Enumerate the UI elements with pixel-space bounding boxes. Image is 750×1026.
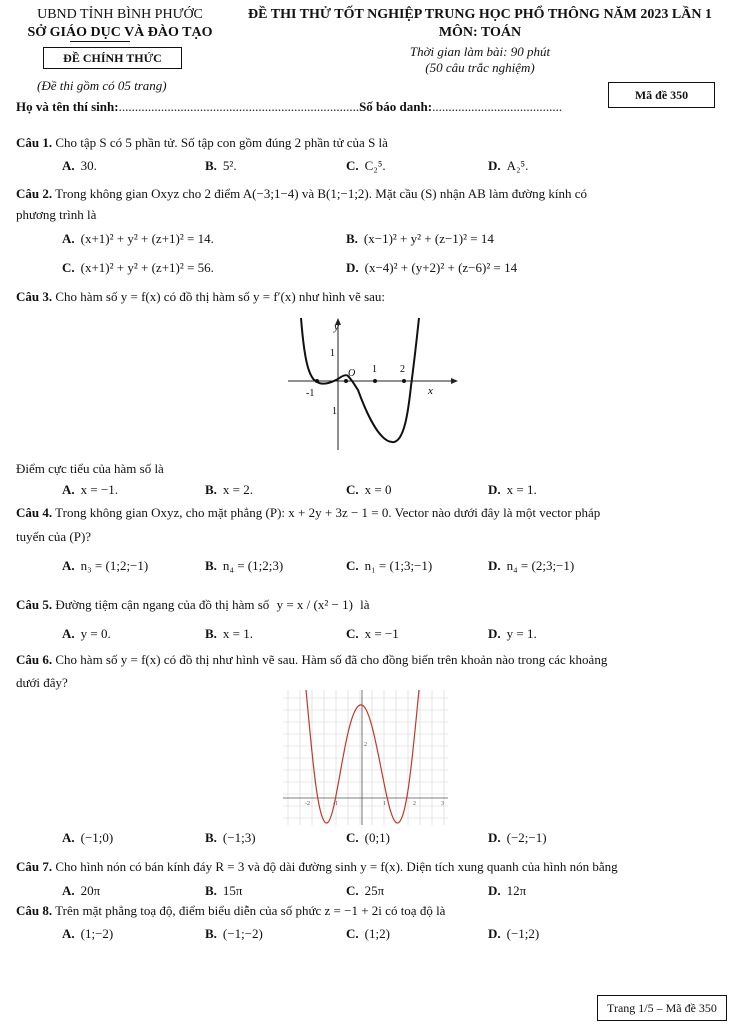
q2-text-cont: phương trình là	[16, 207, 97, 222]
page-footer: Trang 1/5 – Mã đề 350	[597, 995, 727, 1021]
graph2-tick-1: 1	[383, 801, 386, 807]
graph1-tick-x2: 2	[400, 364, 405, 375]
q6-option-c[interactable]: C. (0;1)	[346, 830, 390, 845]
q6-option-a[interactable]: A. (−1;0)	[62, 830, 114, 845]
q3-text-cont: Điểm cực tiểu của hàm số là	[16, 461, 164, 476]
q8-number: Câu 8.	[16, 903, 53, 918]
header-right	[215, 6, 745, 77]
subject: MÔN: TOÁN	[438, 24, 522, 40]
graph1-point-2	[402, 379, 406, 383]
graph1-y-label: y	[334, 321, 339, 333]
graph1-point-neg1	[315, 379, 319, 383]
q5-option-b[interactable]: B. x = 1.	[205, 626, 254, 641]
q6-option-b[interactable]: B. (−1;3)	[205, 830, 256, 845]
q5-formula: y = x / (x² − 1)	[276, 597, 353, 612]
question-5	[16, 597, 716, 613]
q8-option-c[interactable]: C. (1;2)	[346, 926, 390, 941]
q2-option-b[interactable]: B. (x−1)² + y² + (z−1)² = 14	[346, 231, 494, 246]
q2-option-d[interactable]: D. (x−4)² + (y+2)² + (z−6)² = 14	[346, 260, 518, 275]
q1-text: Cho tập S có 5 phần tử. Số tập con gồm đúng 2 phần tử của S là	[55, 135, 388, 150]
graph1-tick-x1: 1	[372, 364, 377, 375]
exam-title: ĐỀ THI THỬ TỐT NGHIỆP TRUNG HỌC PHỔ THÔNG NĂM 2023 LẦN 1	[248, 7, 712, 22]
question-8	[16, 903, 716, 919]
q3-option-a[interactable]: A. x = −1.	[62, 482, 119, 497]
q8-option-a[interactable]: A. (1;−2)	[62, 926, 114, 941]
graph1-point-0	[344, 379, 348, 383]
question-count: (50 câu trắc nghiệm)	[425, 60, 535, 76]
q1-number: Câu 1.	[16, 135, 53, 150]
exam-code-box: Mã đề 350	[608, 82, 715, 108]
question-2	[16, 186, 716, 202]
q2-option-c[interactable]: C. (x+1)² + y² + (z+1)² = 56.	[62, 260, 214, 275]
graph1-origin: O	[348, 368, 356, 379]
q3-number: Câu 3.	[16, 289, 53, 304]
sbd-label: Số báo danh:	[359, 99, 433, 114]
q4-option-b[interactable]: B. n₄ = (1;2;3)	[205, 558, 284, 573]
question-6	[16, 652, 716, 668]
student-name-label: Họ và tên thí sinh:	[16, 99, 119, 114]
q5-option-d[interactable]: D. y = 1.	[488, 626, 537, 641]
q7-number: Câu 7.	[16, 859, 53, 874]
q6-option-d[interactable]: D. (−2;−1)	[488, 830, 547, 845]
question-7	[16, 859, 716, 875]
q6-text: Cho hàm số y = f(x) có đồ thị như hình vẽ sau. Hàm số đã cho đồng biến trên khoản nào trong các khoảng	[55, 652, 608, 667]
q7-option-a[interactable]: A. 20π	[62, 883, 101, 898]
q6-number: Câu 6.	[16, 652, 53, 667]
q8-option-b[interactable]: B. (−1;−2)	[205, 926, 263, 941]
question-1	[16, 135, 716, 151]
q3-text: Cho hàm số y = f(x) có đồ thị hàm số y = f′(x) như hình vẽ sau:	[55, 289, 386, 304]
q7-option-c[interactable]: C. 25π	[346, 883, 385, 898]
graph2-tick-2: 2	[413, 801, 416, 807]
q3-option-b[interactable]: B. x = 2.	[205, 482, 254, 497]
q3-option-d[interactable]: D. x = 1.	[488, 482, 537, 497]
q2-number: Câu 2.	[16, 186, 53, 201]
official-box: ĐỀ CHÍNH THỨC	[43, 47, 182, 69]
graph1-tick-xm1: -1	[306, 388, 315, 399]
graph1-tick-ym1: 1	[332, 406, 337, 417]
graph1-x-arrow	[451, 378, 458, 384]
q5-number: Câu 5.	[16, 597, 53, 612]
graph1-tick-y1: 1	[330, 348, 335, 359]
q4-option-a[interactable]: A. n₃ = (1;2;−1)	[62, 558, 149, 573]
q5-option-c[interactable]: C. x = −1	[346, 626, 399, 641]
header-left	[20, 6, 220, 41]
q8-option-d[interactable]: D. (−1;2)	[488, 926, 540, 941]
q1-option-a[interactable]: A. 30.	[62, 158, 97, 173]
q1-option-c[interactable]: C. C₂⁵.	[346, 158, 386, 173]
q7-option-d[interactable]: D. 12π	[488, 883, 527, 898]
q2-option-a[interactable]: A. (x+1)² + y² + (z+1)² = 14.	[62, 231, 214, 246]
header-underline	[70, 41, 130, 42]
q4-option-c[interactable]: C. n₁ = (1;3;−1)	[346, 558, 433, 573]
q4-number: Câu 4.	[16, 505, 53, 520]
function-graph	[283, 690, 448, 825]
q5-text: Đường tiệm cận ngang của đồ thị hàm số	[55, 597, 270, 612]
exam-time: Thời gian làm bài: 90 phút	[409, 44, 551, 59]
q4-option-d[interactable]: D. n₄ = (2;3;−1)	[488, 558, 575, 573]
question-4	[16, 505, 716, 521]
q5-option-a[interactable]: A. y = 0.	[62, 626, 111, 641]
q7-text: Cho hình nón có bán kính đáy R = 3 và độ dài đường sinh y = f(x). Diện tích xung quanh của hình nón bằng	[55, 859, 618, 874]
q5-tail: là	[360, 597, 370, 612]
q2-text: Trong không gian Oxyz cho 2 điểm A(−3;1−4) và B(1;−1;2). Mặt cầu (S) nhận AB làm đường kính có	[55, 186, 588, 201]
graph2-tick-m1: -1	[333, 801, 338, 807]
q4-text-cont: tuyến của (P)?	[16, 529, 92, 544]
student-name-dots: ..........................................................................	[118, 99, 360, 114]
question-3	[16, 289, 716, 305]
q4-text: Trong không gian Oxyz, cho mặt phẳng (P): x + 2y + 3z − 1 = 0. Vector nào dưới đây là một vector pháp	[55, 505, 601, 520]
sbd-dots: ........................................	[432, 99, 563, 114]
graph1-x-label: x	[428, 385, 433, 397]
q1-option-d[interactable]: D. A₂⁵.	[488, 158, 529, 173]
graph1-point-1	[373, 379, 377, 383]
q8-text: Trên mặt phẳng toạ độ, điểm biểu diễn của số phức z = −1 + 2i có toạ độ là	[55, 903, 446, 918]
q6-text-cont: dưới đây?	[16, 675, 68, 690]
graph2-tick-m2: -2	[305, 801, 310, 807]
pages-note: (Đề thi gồm có 05 trang)	[37, 78, 167, 93]
student-info	[16, 99, 562, 115]
org-line2: SỞ GIÁO DỤC VÀ ĐÀO TẠO	[27, 24, 213, 40]
org-line1: UBND TỈNH BÌNH PHƯỚC	[37, 7, 203, 22]
derivative-graph	[280, 316, 460, 452]
q7-option-b[interactable]: B. 15π	[205, 883, 243, 898]
q1-option-b[interactable]: B. 5².	[205, 158, 237, 173]
q3-option-c[interactable]: C. x = 0	[346, 482, 392, 497]
graph2-tick-3: 3	[441, 801, 444, 807]
graph2-tick-y2: 2	[364, 742, 367, 748]
